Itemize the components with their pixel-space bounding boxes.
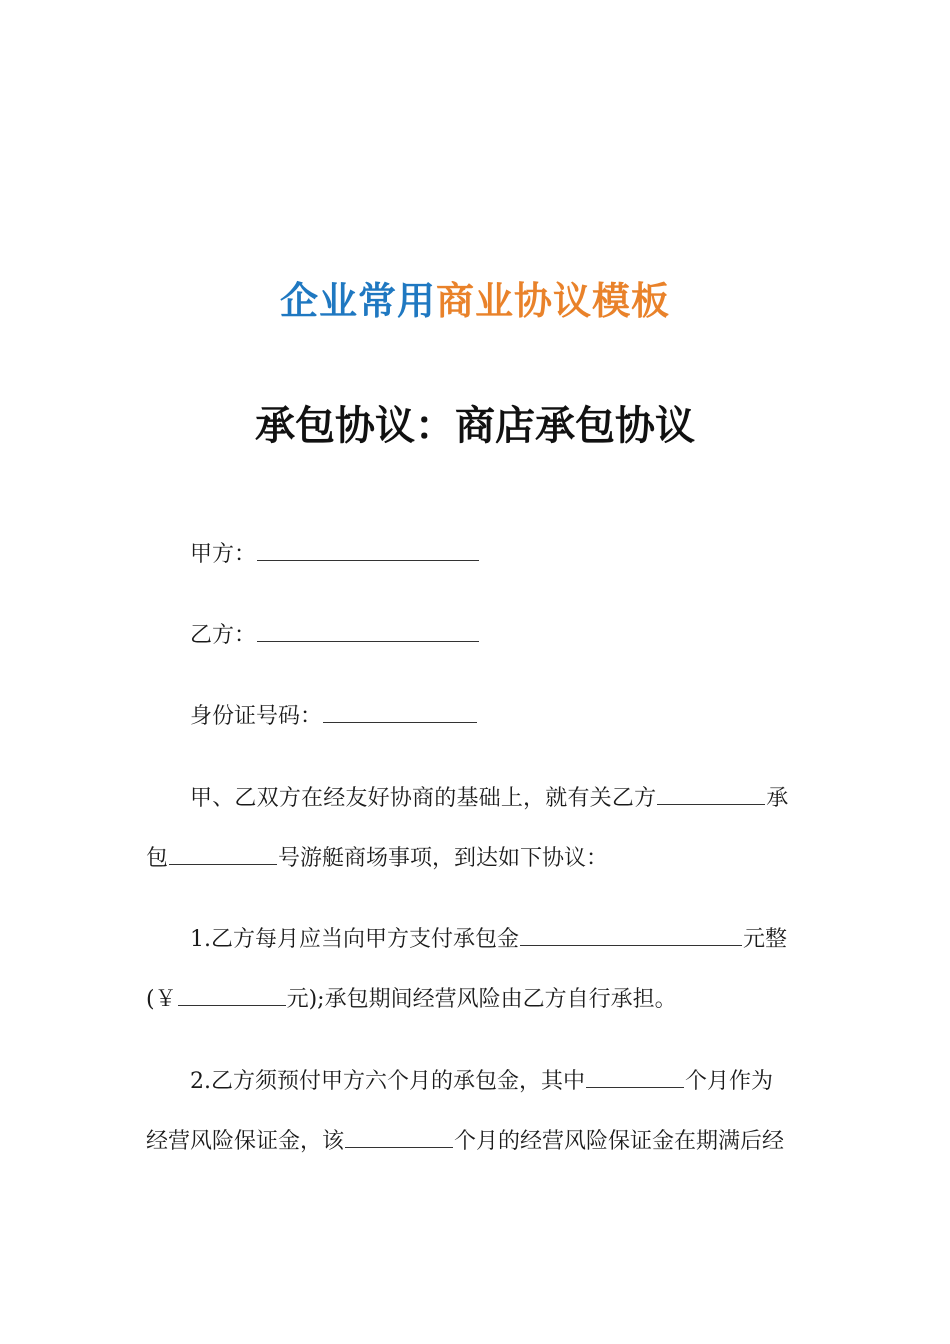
party-b-label: 乙方： xyxy=(190,623,257,648)
id-number-blank xyxy=(323,700,477,723)
clause-1-blank-2 xyxy=(178,983,286,1006)
intro-char: 商 xyxy=(412,786,435,811)
intro-char: 就 xyxy=(545,786,568,811)
clause-2-text-start: 2.乙方须预付甲方六个月的承包金，其中 xyxy=(190,1069,585,1094)
intro-char: 有 xyxy=(567,786,590,811)
clause-1-blank-1 xyxy=(520,923,742,946)
clause-1-line-1 xyxy=(190,923,787,956)
intro-char: 乙 xyxy=(611,786,635,811)
intro-char: 础 xyxy=(478,786,501,811)
intro-char: 经 xyxy=(323,786,346,811)
clause-2-line-2-start: 经营风险保证金，该 xyxy=(146,1129,345,1154)
intro-char: 乙 xyxy=(234,786,257,811)
clause-2-text-end: 个月作为 xyxy=(685,1069,774,1094)
intro-char: 关 xyxy=(589,786,612,811)
intro-char: 双 xyxy=(256,786,279,811)
party-a-label: 甲方： xyxy=(190,542,257,567)
clause-2-line-2 xyxy=(146,1125,784,1158)
clause-1-line-2-end: 元);承包期间经营风险由乙方自行承担。 xyxy=(286,987,677,1012)
intro-blank-1 xyxy=(657,782,765,805)
clause-2-blank-2 xyxy=(345,1125,453,1148)
clause-1-line-2-start: (￥ xyxy=(146,987,177,1012)
template-banner xyxy=(0,276,950,326)
intro-char: 的 xyxy=(434,786,457,811)
intro-char: 好 xyxy=(367,786,390,811)
intro-blank-2 xyxy=(169,842,277,865)
party-b-row xyxy=(190,619,480,652)
intro-line-1-text xyxy=(190,786,656,811)
id-number-label: 身份证号码： xyxy=(190,704,323,729)
clause-2-blank-1 xyxy=(586,1065,684,1088)
intro-char: 协 xyxy=(389,786,413,811)
party-a-row xyxy=(190,538,480,571)
intro-char: 上 xyxy=(500,786,524,811)
clause-2-line-1 xyxy=(190,1065,773,1098)
intro-line-1 xyxy=(190,782,788,815)
party-a-blank xyxy=(257,538,479,561)
intro-char: 方 xyxy=(278,786,302,811)
id-number-row xyxy=(190,700,478,733)
intro-line-2-start: 包 xyxy=(146,846,169,871)
document-title: 承包协议：商店承包协议 xyxy=(255,403,695,449)
banner-blue-text: 企业常用 xyxy=(279,279,436,323)
intro-char: ， xyxy=(523,786,546,811)
intro-line-2-end: 号游艇商场事项，到达如下协议： xyxy=(278,846,609,871)
intro-char: 方 xyxy=(634,786,657,811)
banner-orange-text: 商业协议模板 xyxy=(436,279,671,323)
intro-char: 、 xyxy=(212,786,235,811)
clause-1-line-2 xyxy=(146,983,677,1016)
party-b-blank xyxy=(257,619,479,642)
intro-line-2 xyxy=(146,842,608,875)
clause-1-text-end: 元整 xyxy=(743,927,788,952)
intro-char: 甲 xyxy=(190,786,213,811)
clause-1-text-start: 1.乙方每月应当向甲方支付承包金 xyxy=(190,927,519,952)
intro-char: 在 xyxy=(301,786,324,811)
clause-2-line-2-end: 个月的经营风险保证金在期满后经 xyxy=(454,1129,785,1154)
intro-line-1-end: 承 xyxy=(766,786,789,811)
intro-char: 基 xyxy=(456,786,479,811)
intro-char: 友 xyxy=(345,786,368,811)
